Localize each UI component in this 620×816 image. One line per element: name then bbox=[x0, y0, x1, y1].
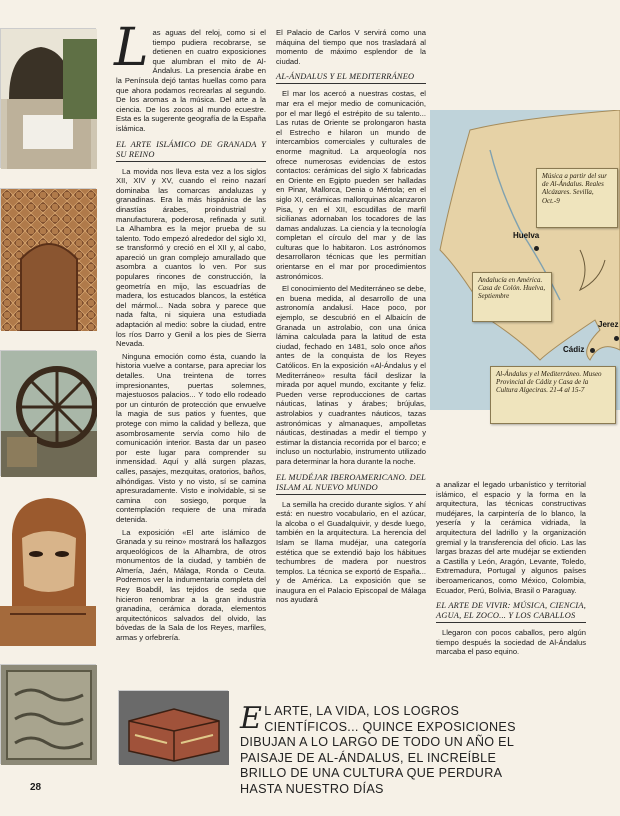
courtyard-image bbox=[1, 29, 97, 169]
casket-image bbox=[119, 691, 229, 765]
arabesque-image bbox=[1, 189, 97, 331]
dropcap-letter: L bbox=[114, 18, 149, 78]
paragraph: La movida nos lleva esta vez a los siglos XII, XIV y XV, cuando el reino nazarí dominaba las comarcas andaluzas y granadinas. Era la más hispánica de las dinastías árabes, proindustrial y manufacturera, poderosa, refinada y sutil. La Alhambra es la mejor prueba de su talento. Todo empezó alrededor del siglo XI, se transformó y creció en el XII y, al cabo, apareció un gran complejo amurallado que asombra a cuantos lo ven. Por sus populares rincones de construcción, la geometría en mijo, las escuadrías de madera, los estucados blancos, la estética del mármol... Nada sobra y parece que nada falta, ni siquiera una estudiada adaptación al medio: sobre la ciudad, entre los ríos Darro y Genil a los pies de Sierra Nevada. bbox=[116, 166, 266, 349]
city-label-huelva: Huelva bbox=[513, 231, 540, 240]
pull-quote: E L ARTE, LA VIDA, LOS LOGROS CIENTÍFICOS... QUINCE EXPOSICIONES DIBUJAN A LO LARGO DE TODO UN AÑO EL PAISAJE DE AL-ÁNDALUS, EL INCREÍBLE BRILLO DE UNA CULTURA QUE PERDURA HASTA NUESTRO DÍAS bbox=[240, 701, 516, 796]
scroll-sevilla: Música a partir del sur de Al-Ándalus. Reales Alcázares. Sevilla, Oct.-9 bbox=[536, 168, 618, 228]
scroll-huelva: Andalucía en América. Casa de Colón. Huelva, Septiembre bbox=[472, 272, 552, 322]
photo-terracotta-head bbox=[0, 494, 96, 646]
terracotta-head-image bbox=[0, 494, 96, 646]
city-dot-huelva bbox=[534, 246, 539, 251]
intro-paragraph: Las aguas del reloj, como si el tiempo pudiera recobrarse, se detienen en cuatro exposiciones que alumbran el mito de Al-Ándalus. La presencia árabe en la Península dejó tantas huellas como para que ahora podamos recrearlas al segundo. De los aromas a la música. Del arte a la ciencia. De los zocos al mundo ecuestre. Esta es la sugerente geografía de la España islámica. bbox=[114, 18, 266, 133]
paragraph: Llegaron con pocos caballos, pero algún tiempo después la sociedad de Al-Ándalus marcaba el paso equino. bbox=[436, 628, 586, 657]
paragraph: La exposición «El arte islámico de Granada y su reino» mostrará los hallazgos arqueológicos de la Alhambra, de otros monumentos de la ciudad, y también de Almería, Jaén, Málaga, Ronda o Ceuta. Podremos ver la indumentaria completa del Rey Boabdil, las tejidos de seda que hicieron renombrar a la gran industria granadina, cerámica dorada, elementos arquitectónicos salvados del olvido, las bóvedas de la Sala de los Reyes, marfiles, armas y orfebrería. bbox=[116, 527, 266, 643]
section-title-mudejar: EL MUDÉJAR IBEROAMERICANO. DEL ISLAM AL NUEVO MUNDO bbox=[276, 473, 426, 495]
inscription-image bbox=[1, 665, 97, 765]
photo-inscription bbox=[0, 664, 96, 764]
city-dot-cadiz bbox=[590, 348, 595, 353]
city-label-cadiz: Cádiz bbox=[563, 345, 585, 354]
waterwheel-image bbox=[1, 351, 97, 477]
city-dot-jerez bbox=[614, 336, 619, 341]
section-title-granada: EL ARTE ISLÁMICO DE GRANADA Y SU REINO bbox=[116, 140, 266, 162]
section-title-arte-vivir: EL ARTE DE VIVIR: MÚSICA, CIENCIA, AGUA, EL ZOCO... Y LOS CABALLOS bbox=[436, 601, 586, 623]
paragraph: El mar los acercó a nuestras costas, el mar era el mejor medio de comunicación, por el mar llegó el estrépito de su talento... Las rutas de Oriente se prolongaron hasta el Estrecho e hilaron un mundo de intercambios comerciales y culturales de enorme magnitud. La arqueología nos ofrece numerosas evidencias de estos contactos: cerámicas del siglo X fabricadas en Oriente en Egipto pueden ser halladas en Pinar, Mallorca, Denia o Mértola; en el siglo XI, cerámicas mallorquinas alcanzaron Pisa, y en el XII, escudillas de marfil sicilianas adornaban los tocadores de las damas andaluzas. La ciencia y la tecnología completan el círculo del mar y de las culturas que lo habitaron. Los astrónomos desarrollaron técnicas que les permitían orientarse en el mar por procedimientos astronómicos. bbox=[276, 89, 426, 281]
paragraph: Ninguna emoción como ésta, cuando la historia vuelve a contarse, para apreciar los detalles. Una treintena de torres impresionantes, puertas solemnes, majestuosos palacios... Y todo ello rodeado por un cinturón de protección que envuelve la magia de sus patios y fuentes, que protege con mimo la calidad y belleza, que asombrosamente servía como hilo de comunicación interior. Basta dar un paseo por este lugar para comprender su inmensidad. Aquí y allá surgen plazas, calles, pasajes, mezquitas, oratorios, baños, alhóndigas. Visto y no visto, sí se camina apresuradamente. Visto e inolvidable, si se camina con sosiego, porque la contemplación requiere de una mirada detenida. bbox=[116, 351, 266, 524]
scroll-cadiz: Al-Ándalus y el Mediterráneo. Museo Provincial de Cádiz y Casa de la Cultura Algeciras. 21-4 al 15-7 bbox=[490, 366, 616, 424]
photo-arabesque bbox=[0, 188, 96, 330]
paragraph: a analizar el legado urbanístico y territorial islámico, el espacio y la forma en la arquitectura, las técnicas constructivas mudéjares, la carpintería de lo blanco, la yesería y la cerámica vidriada, la arquitectura del ladrillo y la organización gremial y la transferencia del oficio. Las las largas brazas del arte mudéjar se extienden a Castilla y León, Aragón, Levante, Toledo, Extremadura, Portugal y algunos países iberoamericanos, como México, Colombia, Ecuador, Perú, Bolivia, Brasil o Paraguay. bbox=[436, 480, 586, 595]
photo-courtyard bbox=[0, 28, 96, 168]
city-label-jerez: Jerez bbox=[598, 320, 619, 329]
paragraph: La semilla ha crecido durante siglos. Y ahí está: en nuestro vocabulario, en el azúcar, la alcoba o el Guadalquivir, y desde luego, también en la arquitectura. La herencia del Islam se llama mudéjar, una categoría estética que se extendió bajo los hábitues techumbres de madera por nuestros templos. La técnica se exportó de España... y de América. La exposición que se inaugura en el Palacio Episcopal de Málaga nos ayudará bbox=[276, 499, 426, 605]
paragraph: El Palacio de Carlos V servirá como una máquina del tiempo que nos trasladará al momento de máximo esplendor de la ciudad. bbox=[276, 28, 426, 66]
page-number: 28 bbox=[30, 782, 42, 793]
pull-quote-initial: E bbox=[240, 701, 263, 736]
photo-casket bbox=[118, 690, 228, 764]
column-1 bbox=[114, 18, 266, 646]
paragraph: El conocimiento del Mediterráneo se debe, en buena medida, al desarrollo de una astronomía andalusí. Hace poco, por ejemplo, se descubrió en el Albaicín de Granada un astrolabio, con una única lámina calculada para la latitud de esta ciudad, fechado en 1481, solo once años antes de la conquista de los Reyes Católicos. En la exposición «Al-Ándalus y el Mediterráneo» resulta fácil deslizar la mirada por aquel mundo, excitante y feliz. Pueden verse reproducciones de cartas náuticas, latinas y árabes; brújulas, astrolabios y cuadrantes náuticos, tazas astronómicas y almanaques, ampolletas náuticas, destinadas a medir el tiempo y estimar la distancia recorrida por el barco; e incluso un nocturlabio, instrumento utilizado para determinar la hora durante la noche. bbox=[276, 284, 426, 466]
section-title-mediterraneo: AL-ÁNDALUS Y EL MEDITERRÁNEO bbox=[276, 72, 426, 84]
column-3 bbox=[436, 480, 586, 660]
andalusia-map bbox=[430, 110, 620, 410]
photo-waterwheel bbox=[0, 350, 96, 476]
column-2 bbox=[276, 28, 426, 608]
